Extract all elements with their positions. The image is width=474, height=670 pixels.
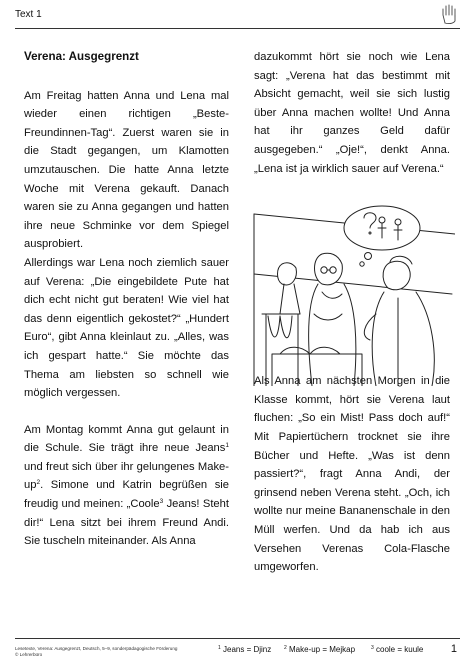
page-number: 1 (450, 643, 457, 655)
story-title: Verena: Ausgegrenzt (24, 50, 139, 63)
hand-icon (438, 3, 460, 25)
paragraph: Als Anna am nächsten Morgen in die Klasse kommt, hört sie Verena laut fluchen: „So ein Mist! Pass doch auf!“ Mit Papiertüchern trocknet sie ihre Bücher und Hefte. „Was ist denn passiert?“, fragt Anna Andi, der grinsend neben Verena steht. „Och, ich wollte nur meine Bananenschale in den Müll werfen. Und da hab ich aus Versehen Verenas Cola-Flasche umgeworfen. (254, 375, 450, 574)
glossary-item: $^3$ coole = kuule (371, 645, 424, 654)
paragraph: Am Montag kommt Anna gut gelaunt in die Schule. Sie trägt ihre neue Jeans$^1$ und freut sich über ihr gelungenes Make-$up^2$. Simone und Katrin begrüßen sie freudig und meinen: „Coole$^3$ Jeans! Steht dir!“ Lena sitzt bei ihrem Freund Andi. Sie tuscheln miteinander. Als Anna (24, 423, 229, 548)
left-column (24, 48, 229, 551)
footer-credits: Lesetexte, Verena: Ausgegrenzt, Deutsch, 5–9, sonderpädagogische Förderung © Lehrerbüro (15, 646, 178, 657)
glossary-item: $^1$ Jeans = Djinz (218, 645, 272, 654)
paragraph: Am Freitag hatten Anna und Lena mal wieder einen richtigen „Beste-Freundinnen-Tag“. Zuerst waren sie in die Stadt gegangen, um Klamotten umzutauschen. Die hatte Anna letzte Woche mit Verena gekauft. Danach waren sie zu Anna gegangen und hatten ihre neue Schminke vor dem Spiegel ausprobiert. (24, 89, 229, 251)
footer-rule (15, 638, 460, 639)
paragraph: Allerdings war Lena noch ziemlich sauer auf Verena: „Die eingebildete Pute hat dich echt nicht gut beraten! Wie viel hat das denn eigentlich gekostet?“ „Hundert Euro“, gibt Anna kleinlaut zu. „Alles, was ich gespart hatte.“ Sie möchte das Thema am liebsten so schnell wie möglich vergessen. (24, 256, 229, 400)
footnote-marker: 1 (225, 442, 229, 450)
illustration (252, 204, 455, 386)
glossary-item: $^2$ Make-up = Mejkap (284, 645, 356, 654)
header-label: Text 1 (15, 9, 42, 20)
footnote-marker: 2 (36, 479, 41, 487)
footnote-marker: 3 (159, 498, 164, 506)
header-rule (15, 28, 460, 29)
paragraph: dazukommt hört sie noch wie Lena sagt: „Verena hat das bestimmt mit Absicht gemacht, weil sie sich lustig über Anna machen wollte! Und Anna hat ihr ganzes Geld dafür ausgegeben.“ „Oje!“, denkt Anna. „Lena ist ja wirklich sauer auf Verena.“ (254, 51, 450, 175)
